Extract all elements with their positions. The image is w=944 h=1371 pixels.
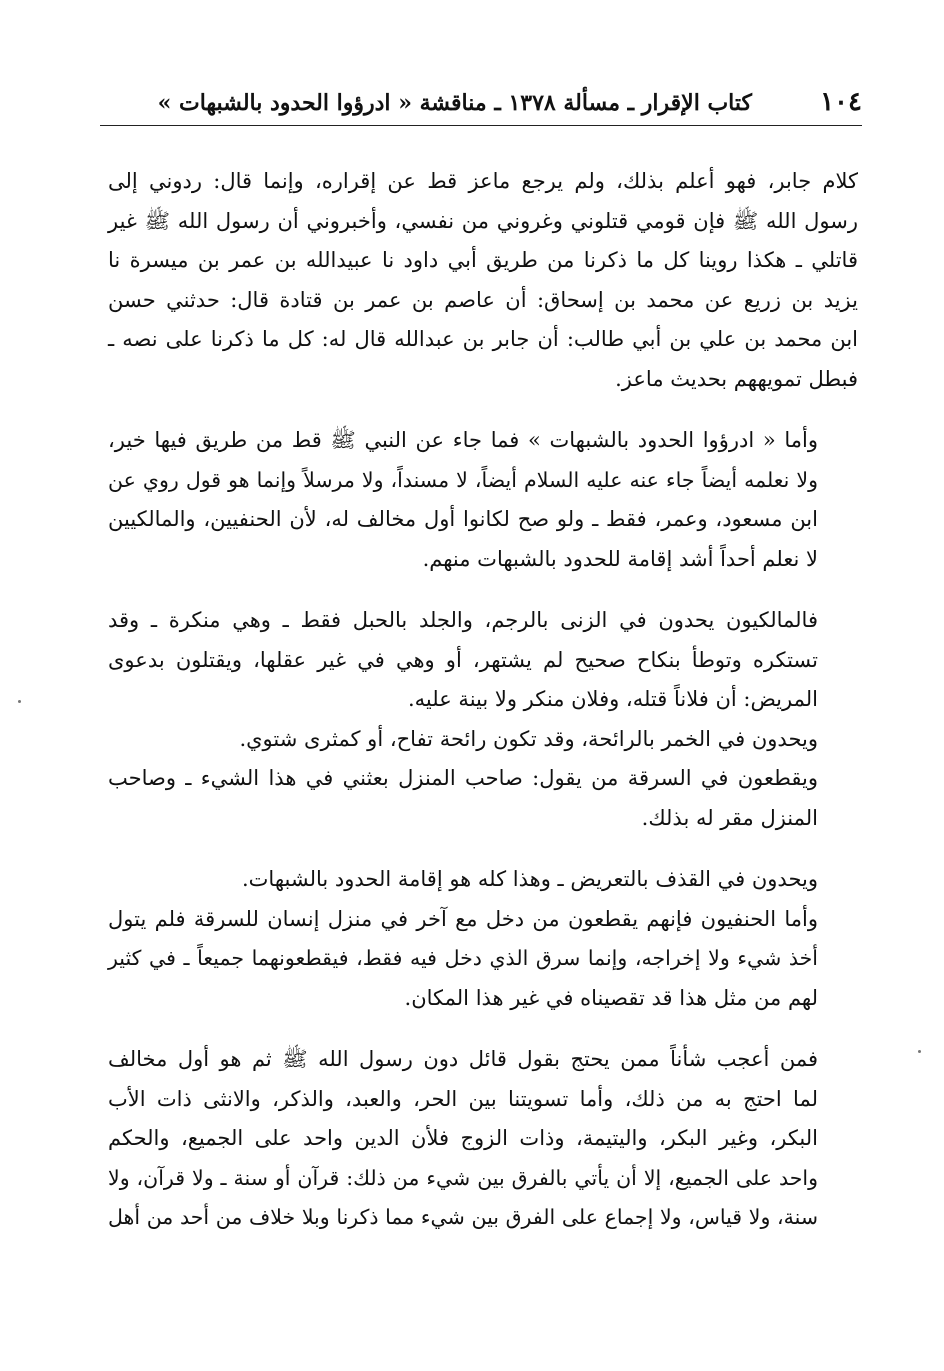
text-line: ويحدون في القذف بالتعريض ـ وهذا كله هو إقامة الحدود بالشبهات.	[241, 867, 818, 891]
paragraph-7	[108, 900, 858, 1019]
scan-speck	[918, 1050, 921, 1053]
text-line: لهم من مثل هذا قد تقصيناه في غير هذا المكان.	[404, 985, 818, 1010]
page-header	[100, 78, 862, 126]
text-line: المنزل مقر له بذلك.	[641, 805, 818, 830]
text-line: ولا نعلمه أيضاً جاء عنه عليه السلام أيضاً، لا مسنداً، ولا مرسلاً وإنما هو قول روي عن	[108, 467, 818, 492]
page-number: ١٠٤	[820, 87, 862, 117]
text-line: ويقطعون في السرقة من يقول: صاحب المنزل بعثني في هذا الشيء ـ وصاحب	[108, 766, 818, 790]
text-line: فمن أعجب شأناً ممن يحتج بقول قائل دون رسول الله ﷺ ثم هو أول مخالف	[108, 1047, 818, 1071]
text-line: أخذ شيء ولا إخراجه، وإنما سرق الذي دخل فيه فقط، فيقطعونهما جميعاً ـ في كثير	[108, 946, 818, 970]
text-line: لا نعلم أحداً أشد إقامة للحدود بالشبهات منهم.	[422, 546, 818, 571]
text-line: يزيد بن زريع عن محمد بن إسحاق: أن عاصم بن عمر بن قتادة قال: حدثني حسن	[108, 287, 858, 312]
text-line: كلام جابر، فهو أعلم بذلك، ولم يرجع ماعز قط عن إقراره، وإنما قال: ردوني إلى	[108, 169, 858, 193]
paragraph-1	[108, 162, 858, 399]
text-line: تستكره وتوطأ بنكاح صحيح لم يشتهر، أو وهي في غير عقلها، ويقتلون بدعوى	[108, 647, 818, 672]
paragraph-6	[108, 860, 858, 900]
paragraph-2	[108, 421, 858, 579]
text-line: سنة، ولا قياس، ولا إجماع على الفرق بين شيء مما ذكرنا وبلا خلاف من أحد من أهل	[108, 1205, 818, 1229]
paragraph-3	[108, 601, 858, 720]
text-line: لما احتج به من ذلك، وأما تسويتنا بين الحر، والعبد، والذكر، والانثى ذات الأب	[108, 1086, 818, 1111]
text-line: وأما « ادرؤوا الحدود بالشبهات » فما جاء عن النبي ﷺ قط من طريق فيها خير،	[108, 428, 818, 452]
page-body	[108, 162, 858, 1238]
paragraph-5	[108, 759, 858, 838]
text-line: فبطل تمويههم بحديث ماعز.	[615, 366, 858, 391]
text-line: ابن مسعود، وعمر، فقط ـ ولو صح لكانوا أول مخالف له، لأن الحنفيين، والمالكيين	[108, 507, 818, 531]
scan-speck	[18, 700, 21, 703]
header-rule	[100, 125, 862, 126]
paragraph-8	[108, 1040, 858, 1238]
text-line: البكر، وغير البكر، واليتيمة، وذات الزوج فلأن الدين واحد على الجميع، والحكم	[108, 1126, 818, 1150]
running-title: كتاب الإقرار ـ مسألة ١٣٧٨ ـ مناقشة « ادرؤوا الحدود بالشبهات »	[157, 90, 752, 116]
text-line: واحد على الجميع، إلا أن يأتي بالفرق بين شيء من ذلك: قرآن أو سنة ـ ولا قرآن، ولا	[108, 1165, 818, 1190]
text-line: قاتلي ـ هكذا روينا كل ما ذكرنا من طريق أبي داود نا عبيدالله بن عمر بن ميسرة نا	[108, 248, 858, 272]
text-line: ويحدون في الخمر بالرائحة، وقد تكون رائحة تفاح، أو كمثرى شتوي.	[239, 726, 818, 751]
text-line: ابن محمد بن علي بن أبي طالب: أن جابر بن عبدالله قال له: كل ما ذكرنا على نصه ـ	[108, 327, 858, 351]
paragraph-4	[108, 720, 858, 760]
text-line: المريض: أن فلاناً قتله، وفلان منكر ولا بينة عليه.	[408, 687, 818, 711]
text-line: فالمالكيون يحدون في الزنى بالرجم، والجلد بالحبل فقط ـ وهي منكرة ـ وقد	[108, 608, 818, 632]
text-line: رسول الله ﷺ فإن قومي قتلوني وغروني من نفسي، وأخبروني أن رسول الله ﷺ غير	[108, 208, 858, 233]
text-line: وأما الحنفيون فإنهم يقطعون من دخل مع آخر في منزل إنسان للسرقة فلم يتول	[108, 906, 818, 931]
